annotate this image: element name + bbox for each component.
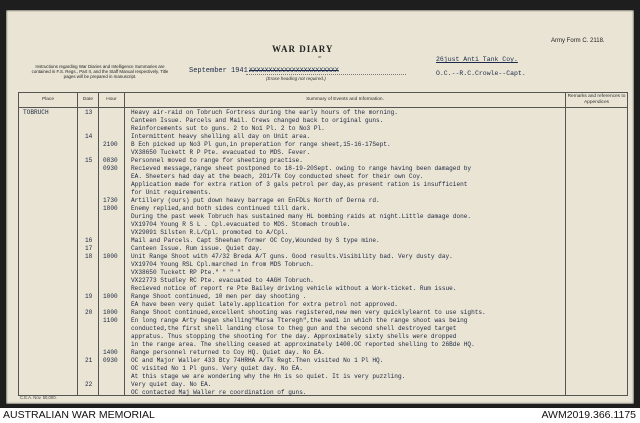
table-row xyxy=(19,381,627,389)
table-row xyxy=(19,277,627,285)
table-row xyxy=(19,317,627,325)
row-hour: 2100 xyxy=(103,141,118,148)
table-row xyxy=(19,293,627,301)
row-hour: 1100 xyxy=(103,317,118,324)
footer xyxy=(0,408,640,423)
table-row xyxy=(19,365,627,373)
table-row xyxy=(19,189,627,197)
row-date: 18 xyxy=(85,253,93,260)
row-date: 17 xyxy=(85,245,93,252)
row-text: VX19704 Young RSL Cpl.marched in from MDS Tobruch. xyxy=(131,261,314,268)
diary-sheet xyxy=(6,10,634,404)
col-place: Place xyxy=(19,93,78,107)
table-row xyxy=(19,245,627,253)
row-text: EA have been very quiet lately.application for extra petrol not approved. xyxy=(131,301,398,308)
table-row xyxy=(19,349,627,357)
row-date: 14 xyxy=(85,133,93,140)
row-text: EA. Sheeters had day at the beach, 2O1/Tk Coy conducted sheet for their own Coy. xyxy=(131,173,424,180)
row-text: Range personnel returned to Coy HQ. Quiet day. No EA. xyxy=(131,349,325,356)
row-text: VX38650 Tuckett R P Pte. evacuated to MDS. Fever. xyxy=(131,149,311,156)
row-text: OC visited No 1 Pl guns. Very quiet day. No EA. xyxy=(131,365,303,372)
row-text: Very quiet day. No EA. xyxy=(131,381,212,388)
row-text: Artillery (ours) put down heavy barrage en EnFDLs North of Derna rd. xyxy=(131,197,380,204)
row-hour: 1800 xyxy=(103,205,118,212)
row-text: Mail and Parcels. Capt Sheehan former OC Coy,Wounded by S type mine. xyxy=(131,237,380,244)
footer-credit: AUSTRALIAN WAR MEMORIAL xyxy=(3,409,155,421)
page-title: WAR DIARY xyxy=(272,44,334,54)
row-text: OC and Major Waller 433 Bty 74HRHA A/Tk Regt.Then visited No 1 Pl HQ. xyxy=(131,357,384,364)
row-date: 16 xyxy=(85,237,93,244)
row-text: At this stage we are wondering why the Hn is so quiet. It is very puzzling. xyxy=(131,373,406,380)
row-date: 19 xyxy=(85,293,93,300)
print-note: C.E.A. Nov. 50,000. xyxy=(20,395,57,400)
row-text: for Unit requirements. xyxy=(131,189,212,196)
table-row xyxy=(19,309,627,317)
row-hour: 0830 xyxy=(103,157,118,164)
or-label: or xyxy=(318,54,322,59)
row-hour: 0930 xyxy=(103,357,118,364)
row-text: During the past week Tobruch has sustained many HL bombing raids at night.Little damage done. xyxy=(131,213,472,220)
row-date: 13 xyxy=(85,109,93,116)
row-date: 20 xyxy=(85,309,93,316)
table-row xyxy=(19,197,627,205)
table-row xyxy=(19,341,627,349)
row-text: VX29091 Silsten R.L/Cpl. promoted to A/Cpl. xyxy=(131,229,289,236)
table-row xyxy=(19,333,627,341)
table-row xyxy=(19,373,627,381)
unit-name: 26just Anti Tank Coy. xyxy=(436,56,518,63)
table-row xyxy=(19,261,627,269)
row-text: in the range area. The shelling ceased at approximately 1400.OC reported shelling to 26Bde HQ. xyxy=(131,341,475,348)
row-date: 21 xyxy=(85,357,93,364)
col-hour: Hour xyxy=(99,93,125,107)
row-text: Heavy air-raid on Tobruch Fortress during the early hours of the morning. xyxy=(131,109,398,116)
table-row xyxy=(19,221,627,229)
row-text: appratus. Thus stopping the shooting for the day. Approximately sixty shells were dropped xyxy=(131,333,457,340)
commander-name: O.C.--R.C.Crowle--Capt. xyxy=(436,70,526,77)
footer-accession: AWM2019.366.1175 xyxy=(541,409,636,421)
row-date: 15 xyxy=(85,157,93,164)
row-text: En long range Arty began shelling"Marsa Tteregh",the wadi in which the range shoot was being xyxy=(131,317,468,324)
row-text: VX19704 Young R S L . Cpl.evacuated to MDS. Stomach trouble. xyxy=(131,221,351,228)
header-divider xyxy=(19,107,627,108)
table-row xyxy=(19,213,627,221)
table-row xyxy=(19,157,627,165)
table-row xyxy=(19,109,627,117)
table-row xyxy=(19,269,627,277)
row-hour: 0930 xyxy=(103,165,118,172)
row-text: Range Shoot continued,excellent shooting was registered,new men very quicklylearnt to use sights. xyxy=(131,309,486,316)
row-text: Canteen Issue. Rum issue. Quiet day. xyxy=(131,245,263,252)
row-hour: 1000 xyxy=(103,309,118,316)
month-field: September 1941. xyxy=(189,67,253,75)
row-hour: 1400 xyxy=(103,349,118,356)
table-row xyxy=(19,149,627,157)
col-remarks: Remarks and references to Appendices xyxy=(567,94,626,105)
row-text: Range Shoot continued, 10 men per day shooting . xyxy=(131,293,307,300)
row-hour: 1000 xyxy=(103,293,118,300)
unit-underline xyxy=(246,74,406,75)
table-row xyxy=(19,325,627,333)
row-text: OC contacted Maj Waller re coordination of guns. xyxy=(131,389,307,396)
row-hour: 1730 xyxy=(103,197,118,204)
table-row xyxy=(19,141,627,149)
form-number: Army Form C. 2118. xyxy=(551,38,605,44)
row-text: B Ech picked up No3 Pl gun,in preperation for range sheet,15-16-17Sept. xyxy=(131,141,391,148)
row-text: conducted,the first shell landing close to theg gun and the second shell destroyed target xyxy=(131,325,457,332)
row-text: Reinforcements sut to guns. 2 to No1 Pl. 2 to No3 Pl. xyxy=(131,125,325,132)
instructions-note: Instructions regarding War Diaries and Intelligence Summaries are contained in F.S. Regs., Part II, and the Staff Manual respectively. Title pages will be prepared in manuscript. xyxy=(31,64,169,80)
table-row xyxy=(19,181,627,189)
table-row xyxy=(19,237,627,245)
table-row xyxy=(19,173,627,181)
table-row xyxy=(19,205,627,213)
row-text: Unit Range Shoot with 47/32 Breda A/T guns. Good results.Visibility bad. Very dusty day. xyxy=(131,253,453,260)
table-row xyxy=(19,301,627,309)
table-row xyxy=(19,389,627,397)
unit-struck-field: XXXXXXXXXXXXXXXXXXXXXXX xyxy=(249,67,339,74)
row-text: Application made for extra ration of 3 gals petrol per day,as present ration is insufficient xyxy=(131,181,468,188)
col-summary: Summary of Events and Information. xyxy=(125,93,566,107)
row-text: Intermittent heavy shelling all day on Unit area. xyxy=(131,133,311,140)
row-place: TOBRUCH xyxy=(23,109,49,116)
row-text: Recieved notice of report re Pte Bailey driving vehicle without a Work-ticket. Rum issue. xyxy=(131,285,457,292)
row-date: 22 xyxy=(85,381,93,388)
row-text: VX22773 Studley RC Pte. evacuated to 4AGH Tobruch. xyxy=(131,277,314,284)
table-row xyxy=(19,165,627,173)
table-row xyxy=(19,125,627,133)
row-text: Personnel moved to range for sheeting practise. xyxy=(131,157,303,164)
row-hour: 1000 xyxy=(103,253,118,260)
row-text: Recieved message,range sheet postponed to 18-19-20Sept. owing to range having been damaged by xyxy=(131,165,472,172)
table-row xyxy=(19,229,627,237)
diary-table xyxy=(18,92,628,396)
row-text: Canteen Issue. Parcels and Mail. Crews changed back to original guns. xyxy=(131,117,384,124)
table-row xyxy=(19,253,627,261)
table-row xyxy=(19,133,627,141)
table-row xyxy=(19,117,627,125)
table-row xyxy=(19,285,627,293)
col-date: Date xyxy=(78,93,99,107)
row-text: VX38650 Tuckett RP Pte." " " " xyxy=(131,269,241,276)
erase-note: (Erase heading not required.) xyxy=(266,76,326,81)
table-row xyxy=(19,357,627,365)
row-text: Enemy replied,and both sides continued till dark. xyxy=(131,205,311,212)
